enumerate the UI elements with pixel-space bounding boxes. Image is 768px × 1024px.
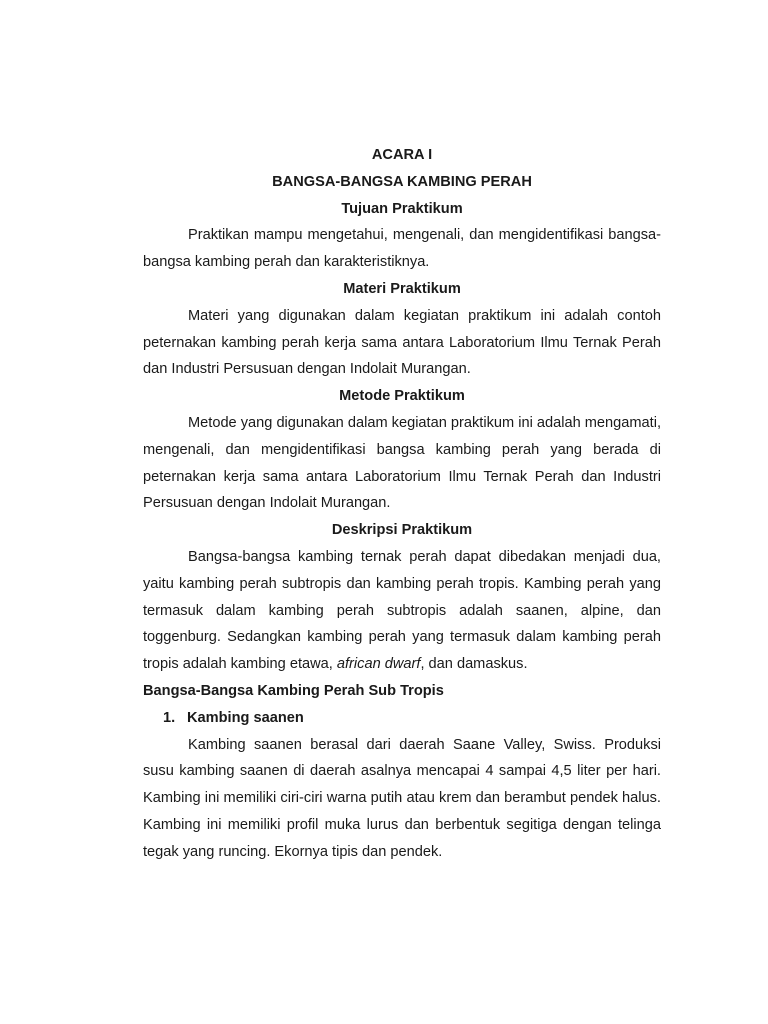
section-heading-materi: Materi Praktikum	[343, 280, 461, 297]
section-heading-tujuan: Tujuan Praktikum	[341, 200, 463, 217]
section-text-metode: Metode yang digunakan dalam kegiatan praktikum ini adalah mengamati, mengenali, dan mengidentifikasi bangsa kambing perah yang berada di peternakan kerja sama antara Laboratorium Ilmu Ternak Perah dan Industri Persusuan dengan Indolait Murangan.	[143, 414, 661, 512]
document-body	[143, 142, 661, 866]
section-heading-deskripsi: Deskripsi Praktikum	[331, 522, 473, 539]
section-text-tujuan: Praktikan mampu mengetahui, mengenali, dan mengidentifikasi bangsa-bangsa kambing perah dan karakteristiknya.	[143, 227, 661, 271]
section-heading-metode: Metode Praktikum	[339, 388, 465, 405]
section-heading-subtropis: Bangsa-Bangsa Kambing Perah Sub Tropis	[143, 682, 444, 699]
list-item-heading	[143, 705, 661, 732]
section-text-deskripsi	[143, 544, 661, 678]
deskripsi-text-italic: african dwarf	[336, 656, 421, 673]
chapter-subtitle: BANGSA-BANGSA KAMBING PERAH	[272, 173, 532, 190]
list-item-title: Kambing saanen	[187, 709, 304, 726]
deskripsi-text-after: , dan damaskus.	[420, 656, 528, 673]
list-item-text: Kambing saanen berasal dari daerah Saane Valley, Swiss. Produksi susu kambing saanen di daerah asalnya mencapai 4 sampai 4,5 liter per hari. Kambing ini memiliki ciri-ciri warna putih atau krem dan berambut pendek halus. Kambing ini memiliki profil muka lurus dan berbentuk segitiga dengan telinga tegak yang runcing. Ekornya tipis dan pendek.	[143, 736, 661, 860]
deskripsi-text-before: Bangsa-bangsa kambing ternak perah dapat dibedakan menjadi dua, yaitu kambing perah subtropis dan kambing perah tropis. Kambing perah yang termasuk dalam kambing perah subtropis adalah saanen, alpine, dan toggenburg. Sedangkan kambing perah yang termasuk dalam kambing perah tropis adalah kambing etawa,	[143, 548, 661, 673]
list-item-number: 1.	[163, 709, 176, 726]
chapter-title: ACARA I	[371, 147, 433, 163]
section-text-materi: Materi yang digunakan dalam kegiatan praktikum ini adalah contoh peternakan kambing perah kerja sama antara Laboratorium Ilmu Ternak Perah dan Industri Persusuan dengan Indolait Murangan.	[143, 307, 661, 378]
